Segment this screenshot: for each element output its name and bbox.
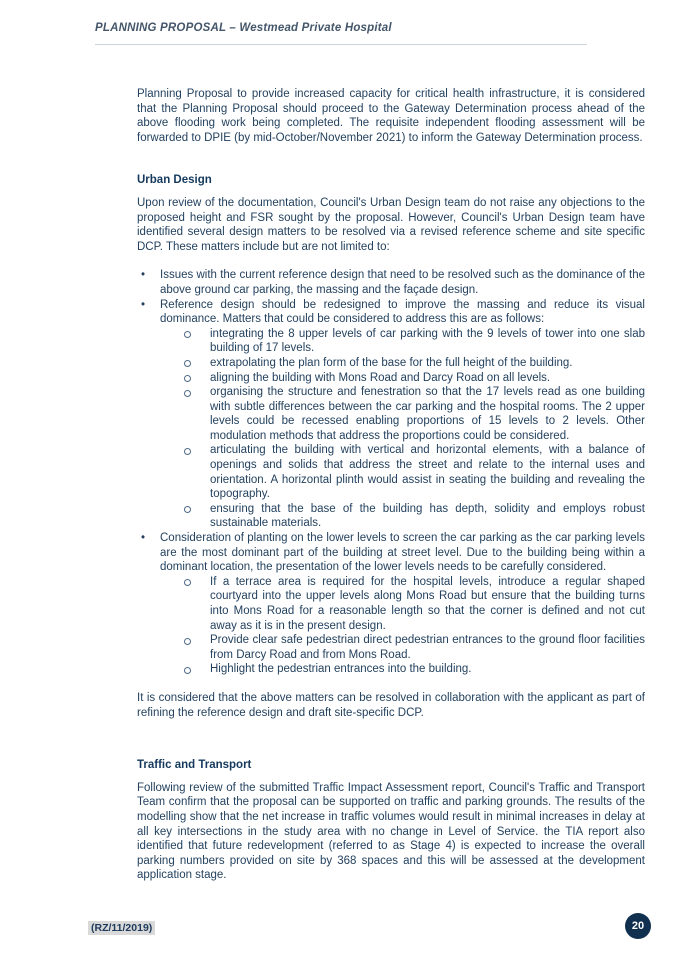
sub-list-item [137, 327, 645, 356]
sub-list-item [137, 575, 645, 633]
sub-list-item-text: ensuring that the base of the building has depth, solidity and employs robust sustainable materials. [210, 502, 645, 530]
list-item-text: Consideration of planting on the lower levels to screen the car parking as the car parking levels are the most dominant part of the building at street level. Due to the building being within a dominant location, the presentation of the lower levels needs to be carefully considered. [160, 532, 645, 574]
bullet-dot-icon: • [141, 269, 146, 282]
footer-reference-number: (RZ/11/2019) [88, 921, 155, 935]
bullet-circle-icon [184, 667, 191, 674]
bullet-circle-icon [184, 331, 191, 338]
bullet-dot-icon: • [141, 298, 146, 311]
sub-list-item [137, 356, 645, 371]
page-header-title: PLANNING PROPOSAL – Westmead Private Hospital [95, 22, 587, 45]
sub-list-item-text: integrating the 8 upper levels of car parking with the 9 levels of tower into one slab building of 17 levels. [210, 327, 645, 355]
sub-list-item [137, 502, 645, 531]
list-item-text: Issues with the current reference design that need to be resolved such as the dominance of the above ground car parking, the massing and the façade design. [160, 269, 645, 296]
sub-list-item-text: organising the structure and fenestration so that the 17 levels read as one building with subtle differences between the car parking and the hospital rooms. The 2 upper levels could be recessed enabling proportions of 15 levels to 2 levels. Other modulation methods that address the proportions could be considered. [210, 386, 645, 442]
bullet-circle-icon [184, 579, 191, 586]
sub-list-item-text: Provide clear safe pedestrian direct pedestrian entrances to the ground floor facilities from Darcy Road and from Mons Road. [210, 634, 645, 661]
bullet-circle-icon [184, 390, 191, 397]
sub-list-item-text: Highlight the pedestrian entrances into the building. [210, 663, 472, 676]
sub-list-item [137, 443, 645, 501]
list-item [137, 531, 645, 575]
list-item-text: Reference design should be redesigned to improve the massing and reduce its visual dominance. Matters that could be considered to address this are as follows: [160, 298, 645, 326]
sub-list-item-text: If a terrace area is required for the hospital levels, introduce a regular shaped courtyard into the upper levels along Mons Road but ensure that the building turns into Mons Road for a reasonable length so that the corner is defined and not cut away as it is in the present design. [210, 575, 645, 632]
sub-list-item [137, 371, 645, 386]
sub-list-item [137, 385, 645, 443]
sub-list-item-text: aligning the building with Mons Road and Darcy Road on all levels. [210, 371, 551, 384]
list-item [137, 298, 645, 327]
bullet-circle-icon [184, 638, 191, 645]
list-item [137, 268, 645, 297]
urban-design-lead-paragraph: Upon review of the documentation, Council's Urban Design team do not raise any objections to the proposed height and FSR sought by the proposal. However, Council's Urban Design team have identified several design matters to be resolved via a revised reference scheme and site specific DCP. These matters include but are not limited to: [137, 196, 645, 253]
page-number-badge: 20 [625, 913, 651, 939]
sub-list-item [137, 633, 645, 662]
urban-design-closing-paragraph: It is considered that the above matters can be resolved in collaboration with the applicant as part of refining the reference design and draft site-specific DCP. [137, 691, 645, 719]
document-body [137, 85, 645, 883]
bullet-dot-icon: • [141, 532, 146, 545]
bullet-circle-icon [184, 375, 191, 382]
sub-list-item-text: extrapolating the plan form of the base for the full height of the building. [210, 356, 573, 369]
intro-paragraph: Planning Proposal to provide increased capacity for critical health infrastructure, it is considered that the Planning Proposal should proceed to the Gateway Determination process ahead of the above flooding work being completed. The requisite independent flooding assessment will be forwarded to DPIE (by mid-October/November 2021) to inform the Gateway Determination process. [137, 88, 645, 144]
sub-list-item-text: articulating the building with vertical and horizontal elements, with a balance of openings and solids that address the street and relate to the internal uses and orientation. A horizontal plinth would assist in seating the building and revealing the topography. [210, 444, 645, 501]
traffic-paragraph: Following review of the submitted Traffic Impact Assessment report, Council's Traffic and Transport Team confirm that the proposal can be supported on traffic and parking grounds. The results of the modelling show that the net increase in traffic volumes would result in minimal increases in delay at all key intersections in the study area with no change in Level of Service. the TIA report also identified that future redevelopment (referred to as Stage 4) is expected to increase the overall parking numbers provided on site by 368 spaces and this will be assessed at the development application stage. [137, 781, 645, 882]
traffic-heading: Traffic and Transport [137, 759, 252, 772]
urban-design-heading: Urban Design [137, 174, 212, 187]
bullet-circle-icon [184, 360, 191, 367]
sub-list-item [137, 662, 645, 677]
bullet-circle-icon [184, 448, 191, 455]
bullet-circle-icon [184, 506, 191, 513]
